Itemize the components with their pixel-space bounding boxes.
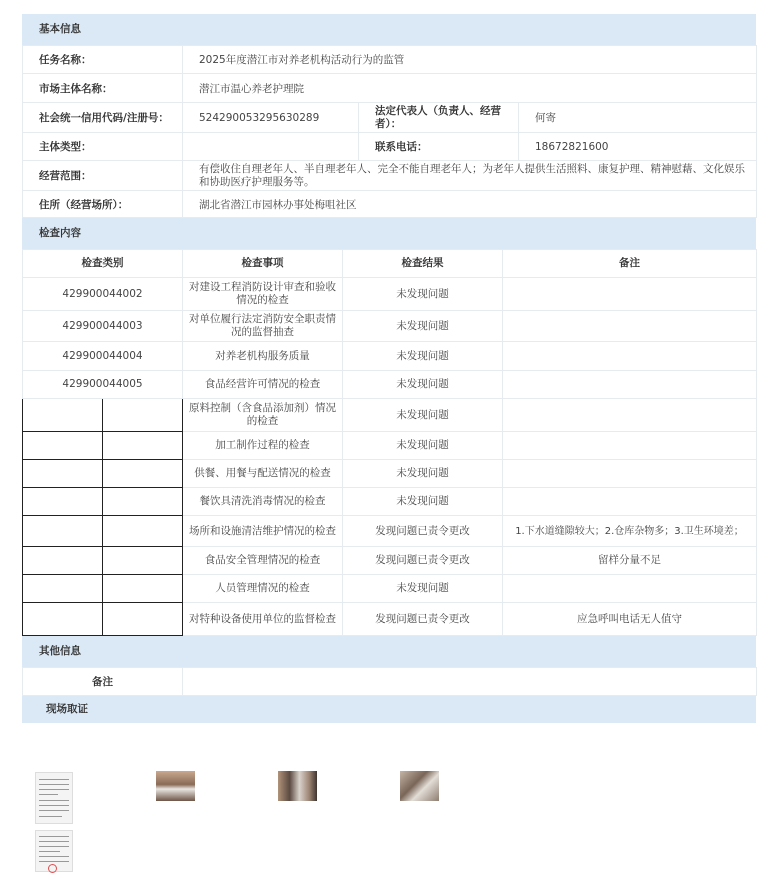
empty-cell <box>23 516 103 547</box>
legal-rep-value: 何寄 <box>519 103 757 133</box>
row-item: 加工制作过程的检查 <box>183 432 343 460</box>
onsite-photo[interactable] <box>400 771 439 801</box>
empty-cell <box>23 575 103 603</box>
row-item: 对建设工程消防设计审查和验收情况的检查 <box>183 278 343 311</box>
entity-name-label: 市场主体名称： <box>23 74 183 103</box>
table-row <box>23 342 757 371</box>
row-scope <box>23 161 757 191</box>
header-category: 检查类别 <box>23 250 183 278</box>
section-inspection-title: 检查内容 <box>22 218 756 249</box>
row-note <box>503 488 757 516</box>
row-note <box>503 278 757 311</box>
row-item: 对养老机构服务质量 <box>183 342 343 371</box>
table-row <box>23 488 757 516</box>
red-stamp-icon <box>48 864 57 873</box>
row-note <box>503 432 757 460</box>
section-basic-title: 基本信息 <box>22 14 756 45</box>
table-row <box>23 432 757 460</box>
section-other-title: 其他信息 <box>22 636 756 667</box>
row-result: 未发现问题 <box>343 342 503 371</box>
empty-cell <box>103 432 183 460</box>
table-row <box>23 547 757 575</box>
row-entity-type <box>23 133 757 161</box>
row-result: 发现问题已责令更改 <box>343 516 503 547</box>
inspection-table <box>22 249 757 636</box>
onsite-photo[interactable] <box>156 771 195 801</box>
row-note <box>503 575 757 603</box>
table-row <box>23 371 757 399</box>
inspection-header-row <box>23 250 757 278</box>
empty-cell <box>23 399 103 432</box>
document-scan-photo[interactable] <box>35 830 73 872</box>
task-name-label: 任务名称： <box>23 46 183 74</box>
row-category: 429900044003 <box>23 311 183 342</box>
empty-cell <box>23 547 103 575</box>
empty-cell <box>103 488 183 516</box>
row-item: 对特种设备使用单位的监督检查 <box>183 603 343 636</box>
row-result: 发现问题已责令更改 <box>343 547 503 575</box>
row-result: 未发现问题 <box>343 460 503 488</box>
empty-cell <box>103 399 183 432</box>
empty-cell <box>103 516 183 547</box>
credit-code-label: 社会统一信用代码/注册号： <box>23 103 183 133</box>
address-value: 湖北省潜江市园林办事处梅咀社区 <box>183 191 757 218</box>
empty-cell <box>23 460 103 488</box>
row-item: 餐饮具清洗消毒情况的检查 <box>183 488 343 516</box>
other-note-value <box>183 668 757 696</box>
row-category: 429900044002 <box>23 278 183 311</box>
row-credit-code <box>23 103 757 133</box>
table-row <box>23 603 757 636</box>
empty-cell <box>103 460 183 488</box>
other-info-table <box>22 667 757 696</box>
document-scan-photo[interactable] <box>35 772 73 824</box>
row-task-name <box>23 46 757 74</box>
empty-cell <box>103 547 183 575</box>
row-item: 原料控制（含食品添加剂）情况的检查 <box>183 399 343 432</box>
row-result: 未发现问题 <box>343 488 503 516</box>
table-row <box>23 399 757 432</box>
row-result: 未发现问题 <box>343 278 503 311</box>
table-row <box>23 516 757 547</box>
row-result: 未发现问题 <box>343 371 503 399</box>
row-result: 未发现问题 <box>343 575 503 603</box>
basic-info-table <box>22 45 757 218</box>
phone-value: 18672821600 <box>519 133 757 161</box>
entity-name-value: 潜江市温心养老护理院 <box>183 74 757 103</box>
phone-label: 联系电话： <box>359 133 519 161</box>
row-note <box>503 460 757 488</box>
row-entity-name <box>23 74 757 103</box>
scope-value: 有偿收住自理老年人、半自理老年人、完全不能自理老年人；为老年人提供生活照料、康复护理、精神慰藉、文化娱乐和协助医疗护理服务等。 <box>183 161 757 191</box>
row-result: 未发现问题 <box>343 432 503 460</box>
header-item: 检查事项 <box>183 250 343 278</box>
scope-label: 经营范围： <box>23 161 183 191</box>
row-result: 发现问题已责令更改 <box>343 603 503 636</box>
table-row <box>23 311 757 342</box>
task-name-value: 2025年度潜江市对养老机构活动行为的监管 <box>183 46 757 74</box>
row-note <box>503 311 757 342</box>
empty-cell <box>103 575 183 603</box>
empty-cell <box>23 603 103 636</box>
row-category: 429900044004 <box>23 342 183 371</box>
other-note-label: 备注 <box>23 668 183 696</box>
table-row <box>23 278 757 311</box>
empty-cell <box>103 603 183 636</box>
entity-type-label: 主体类型： <box>23 133 183 161</box>
header-result: 检查结果 <box>343 250 503 278</box>
row-item: 供餐、用餐与配送情况的检查 <box>183 460 343 488</box>
address-label: 住所（经营场所）： <box>23 191 183 218</box>
row-other-note <box>23 668 757 696</box>
row-note <box>503 342 757 371</box>
row-note <box>503 399 757 432</box>
row-note: 留样分量不足 <box>503 547 757 575</box>
row-item: 食品经营许可情况的检查 <box>183 371 343 399</box>
credit-code-value: 524290053295630289 <box>183 103 359 133</box>
table-row <box>23 575 757 603</box>
row-result: 未发现问题 <box>343 311 503 342</box>
empty-cell <box>23 432 103 460</box>
row-note: 应急呼叫电话无人值守 <box>503 603 757 636</box>
row-note: 1.下水道缝隙较大；2.仓库杂物多；3.卫生环境差； <box>503 516 757 547</box>
table-row <box>23 460 757 488</box>
row-item: 人员管理情况的检查 <box>183 575 343 603</box>
empty-cell <box>23 488 103 516</box>
row-item: 场所和设施清洁维护情况的检查 <box>183 516 343 547</box>
header-note: 备注 <box>503 250 757 278</box>
row-result: 未发现问题 <box>343 399 503 432</box>
section-evidence-title: 现场取证 <box>22 696 756 723</box>
row-address <box>23 191 757 218</box>
row-item: 食品安全管理情况的检查 <box>183 547 343 575</box>
entity-type-value <box>183 133 359 161</box>
row-item: 对单位履行法定消防安全职责情况的监督抽查 <box>183 311 343 342</box>
inspection-record <box>22 14 756 723</box>
onsite-photo[interactable] <box>278 771 317 801</box>
row-category: 429900044005 <box>23 371 183 399</box>
row-note <box>503 371 757 399</box>
legal-rep-label: 法定代表人（负责人、经营者）： <box>359 103 519 133</box>
